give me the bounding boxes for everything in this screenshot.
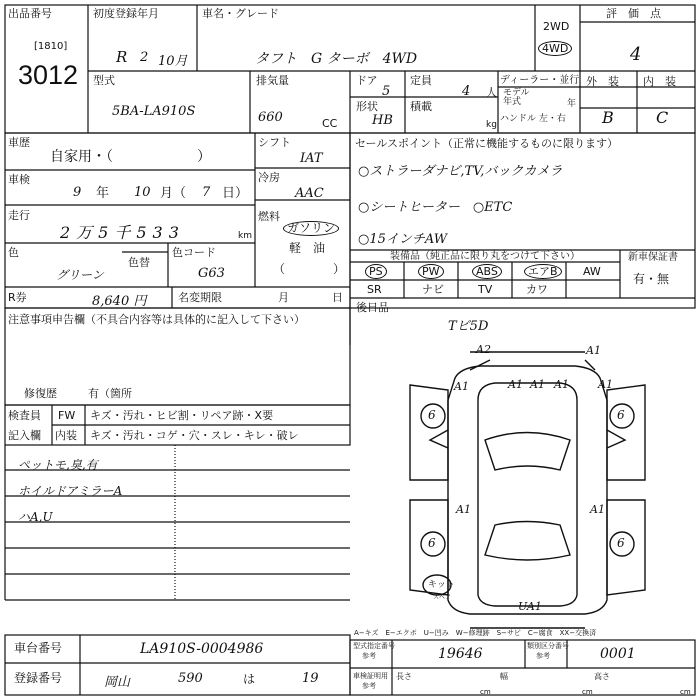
color: グリーン [56,268,104,282]
mark-wheel-rr: 6 [617,536,625,550]
drive-4wd: 4WD [538,41,572,56]
model: 5BA-LA910S [112,104,196,119]
equip-ps: PS [365,264,387,279]
reg-label: 登録番号 [14,671,63,685]
inspector-label-1: 検査員 [8,409,41,422]
sales-points-label: セールスポイント（正常に機能するものに限ります） [355,137,619,150]
ac: AAC [295,186,324,201]
shaken-day-unit: 日） [222,186,249,201]
fw-label: FW [58,409,76,422]
mileage: 2万5千533 [60,223,185,242]
warranty-label: 新車保証書 [628,252,678,263]
color-code-label: 色コード [172,246,216,259]
mark-fender-right: A1 [598,378,613,391]
mark-rear-door-left: A1 [456,503,471,516]
cap-label: 定員 [410,74,432,87]
doors-label: ドア [356,74,378,87]
mark-wheel-rl: 6 [428,536,436,550]
shift: IAT [300,151,323,166]
chassis-label: 車台番号 [14,641,63,655]
mark-rear-bumper: UA1 [518,600,542,613]
dealer-label: ディーラー・並行 [500,75,580,86]
sales-point-1: ○ストラーダナビ,TV,バックカメラ [358,164,563,179]
spare-kit-sub: スペア [433,594,452,601]
mileage-unit: km [238,231,252,241]
width-unit: cm [582,688,593,696]
rear-seat-value: Tビ5D [448,319,489,334]
type-cert: 19646 [438,646,483,662]
name-grade-label: 車名・グレード [202,7,279,20]
notes-label: 注意事項申告欄（不具合内容等は具体的に記入して下さい） [8,313,305,326]
len-label: 長さ [396,672,412,681]
equip-airbag: エアB [524,264,562,279]
drive-2wd: 2WD [543,20,570,33]
warranty: 有・無 [633,272,670,286]
equip-abs: ABS [472,264,502,279]
repair-label: 修復歴 [24,387,57,400]
type-cert-label-1: 型式指定番号 [353,642,395,650]
model-label: 型式 [93,74,115,87]
int-items: キズ・汚れ・コゲ・穴・スレ・キレ・破レ [90,429,299,442]
lot-no: 3012 [18,60,79,90]
fuel-gas: ガソリン [283,221,339,236]
fw-items: キズ・汚れ・ヒビ割・リペア跡・X要 [90,409,274,422]
repaint-label: 色替 [128,256,150,269]
color-label: 色 [8,246,19,259]
len-unit: cm [480,688,491,696]
history-value: 自家用・（ ） [50,149,211,165]
shaken-month-unit: 月（ [160,186,187,201]
equip-sr: SR [367,283,382,296]
fuel-label: 燃料 [258,210,280,223]
mark-fender-left: A1 [454,380,469,393]
disp-label: 排気量 [256,74,289,87]
color-code: G63 [198,266,225,281]
mark-hood-mid: A1 [530,378,545,391]
shift-label: シフト [258,136,291,149]
name-change-month: 月 [278,291,289,304]
fuel-diesel: 軽 油 [289,241,326,255]
equip-navi: ナビ [422,283,444,296]
inspector-label-2: 記入欄 [8,429,41,442]
score-label: 評 価 点 [606,7,661,20]
equip-leather: カワ [526,283,548,296]
int-label: 内 装 [643,75,676,88]
first-reg-label: 初度登録年月 [93,7,159,20]
shaken-day: 7 [202,185,211,200]
mark-front-bumper: A2 [476,343,491,356]
ac-label: 冷房 [258,171,280,184]
name-change-day: 日 [332,291,343,304]
model-year-label2: 年式 [503,97,522,107]
chassis-no: LA910S-0004986 [140,641,264,657]
type-cert-label-2: 参考 [362,652,376,660]
mark-hood-left: A1 [508,378,523,391]
lot-sub: [1810] [34,41,68,52]
ext-grade: B [602,108,614,127]
comment-3: ハA,U [18,510,53,524]
recycle-label: R券 [8,291,27,304]
cap: 4 [462,84,471,99]
shaken-label: 車検 [8,173,30,186]
equip-tv: TV [478,283,493,296]
mark-rear-door-right: A1 [590,503,605,516]
fuel-other: （ ） [273,262,346,276]
lot-no-label: 出品番号 [8,7,52,20]
mark-hood-right: A1 [554,378,569,391]
sales-point-2: ○シートヒーター ○ETC [358,200,513,215]
spare-kit-label: キット [428,580,455,590]
first-reg-year: 2 [140,50,149,65]
shape: HB [372,113,393,128]
shape-label: 形状 [356,100,378,113]
rear-seat-label: 後日品 [356,301,389,314]
model-year-label1: モデル [503,88,530,98]
int-items-label: 内装 [55,429,77,442]
name-change-label: 名変期限 [178,291,222,304]
model-year-unit: 年 [567,99,577,109]
load-unit: kg [486,120,497,130]
equip-pw: PW [418,264,444,279]
first-reg-month: 10月 [158,54,188,69]
cert-label-1: 車検証明用 [353,672,388,680]
damage-legend: A−キズ E−エクボ U−凹み W−修理跡 S−サビ C−腐食 XX−交換済 [354,629,597,637]
recycle: 8,640 円 [92,294,147,309]
cert-label-2: 参考 [362,682,376,690]
load-label: 積載 [410,100,432,113]
comment-1: ペットモ,臭,有 [18,458,98,472]
score: 4 [630,44,642,65]
first-reg-era: R [116,48,128,66]
shaken-month: 10 [134,185,151,200]
equip-label: 装備品（純正品に限り丸をつけて下さい） [390,251,580,262]
handle-label: ハンドル 左・右 [500,114,566,124]
disp: 660 [258,110,283,125]
mark-wheel-fl: 6 [428,408,436,422]
equip-aw: AW [583,265,601,278]
class-no: 0001 [600,646,636,662]
reg-area: 岡山 [104,675,131,690]
height-unit: cm [680,688,691,696]
mark-wheel-fr: 6 [617,408,625,422]
height-label: 高さ [594,672,610,681]
mark-front-right: A1 [586,344,601,357]
mileage-label: 走行 [8,209,30,222]
class-label-2: 参考 [536,652,550,660]
name-grade: タフト G ターボ 4WD [255,51,418,67]
disp-unit: CC [322,117,338,130]
comment-2: ホイルドアミラーA [18,484,123,498]
int-grade: C [656,108,669,127]
sales-point-3: ○15インチAW [358,232,448,247]
cap-unit: 人 [486,86,497,99]
shaken-year: 9 [73,185,82,200]
reg-class: 590 [178,671,203,686]
width-label: 幅 [500,672,508,681]
shaken-year-unit: 年 [96,186,110,201]
reg-num: 19 [302,671,319,686]
doors: 5 [382,84,391,99]
ext-label: 外 装 [586,75,619,88]
reg-kana: は [243,672,256,686]
class-label-1: 類別区分番号 [527,642,569,650]
history-label: 車歴 [8,136,30,149]
repair-value: 有（箇所 [88,387,132,400]
